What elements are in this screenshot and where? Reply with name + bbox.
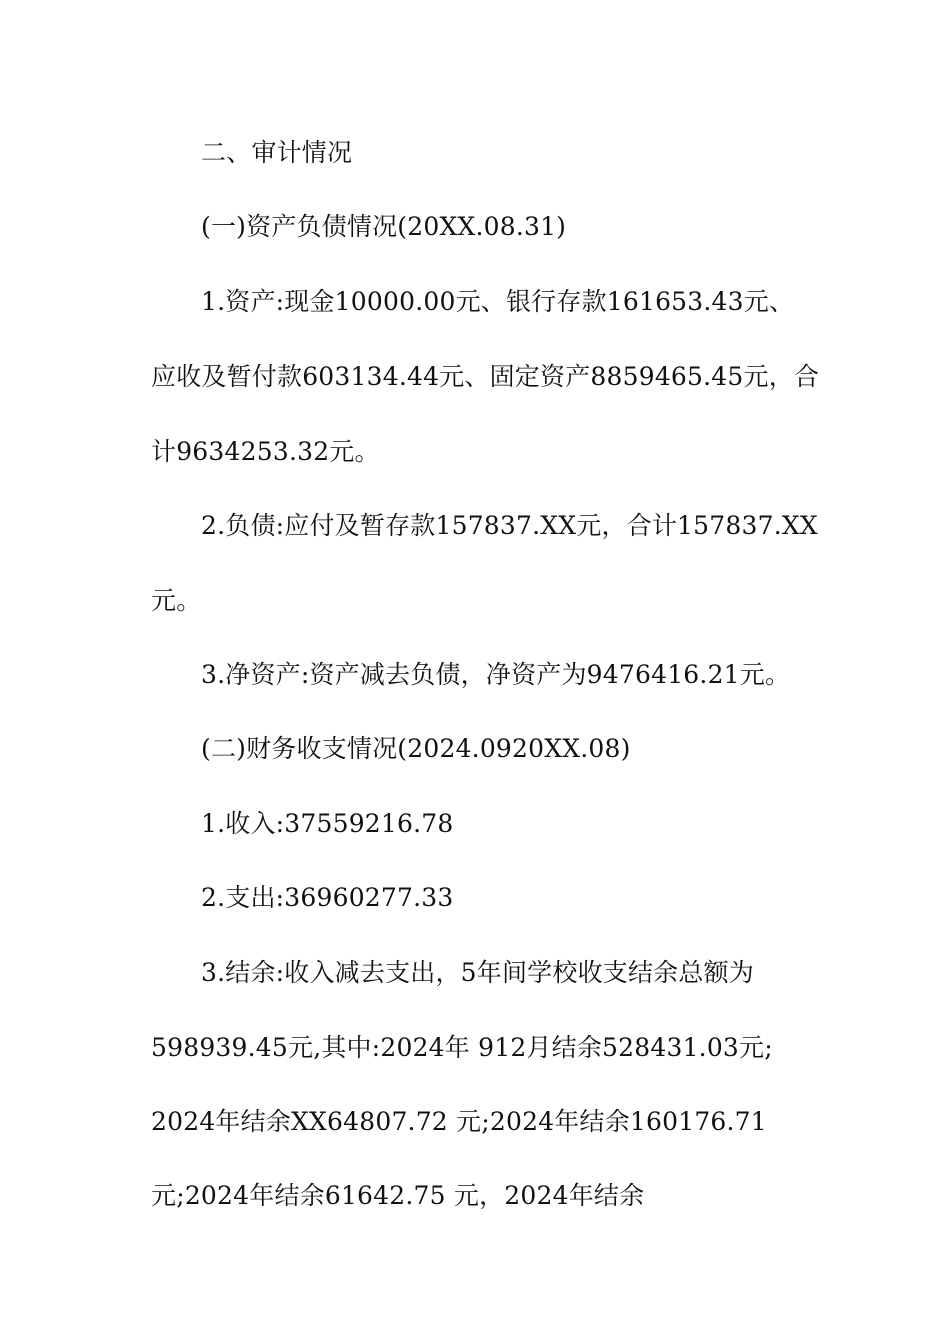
- paragraph-line: 元;2024年结余61642.75 元，2024年结余: [151, 1181, 645, 1210]
- paragraph-line: 1.收入:37559216.78: [201, 809, 454, 838]
- paragraph-line: 2.支出:36960277.33: [201, 883, 454, 912]
- subsection-heading-finance: (二)财务收支情况(2024.0920XX.08): [201, 734, 631, 763]
- paragraph-line: 3.结余:收入减去支出，5年间学校收支结余总额为: [201, 958, 754, 987]
- paragraph-line: 计9634253.32元。: [151, 437, 380, 466]
- paragraph-line: 应收及暂付款603134.44元、固定资产8859465.45元，合: [151, 362, 820, 391]
- paragraph-line: 1.资产:现金10000.00元、银行存款161653.43元、: [201, 287, 795, 316]
- paragraph-line: 598939.45元,其中:2024年 912月结余528431.03元;: [151, 1033, 773, 1062]
- subsection-heading-assets-liabilities: (一)资产负债情况(20XX.08.31): [201, 212, 567, 241]
- paragraph-line: 2024年结余XX64807.72 元;2024年结余160176.71: [151, 1107, 767, 1136]
- paragraph-line: 3.净资产:资产减去负债，净资产为9476416.21元。: [201, 660, 791, 689]
- paragraph-line: 2.负债:应付及暂存款157837.XX元，合计157837.XX: [201, 511, 818, 540]
- paragraph-line: 元。: [151, 586, 202, 615]
- section-heading-audit: 二、审计情况: [201, 138, 353, 167]
